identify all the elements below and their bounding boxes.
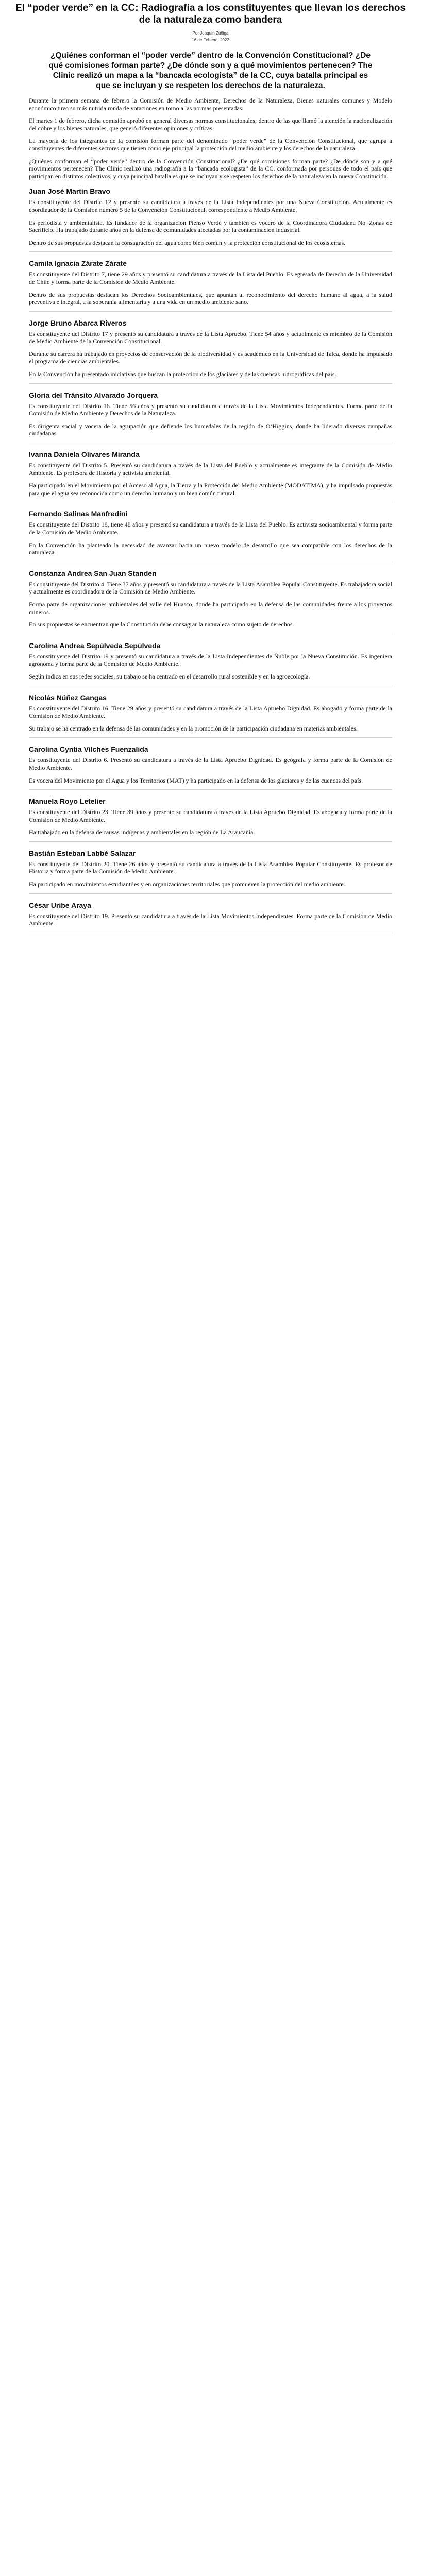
member-profile xyxy=(29,901,392,933)
member-profile xyxy=(29,319,392,384)
member-name: Jorge Bruno Abarca Riveros xyxy=(29,318,127,327)
member-paragraph: Es vocera del Movimiento por el Agua y los Territorios (MAT) y ha participado en la defensa de los glaciares y de las cuencas del país. xyxy=(29,776,363,784)
member-name: Fernando Salinas Manfredini xyxy=(29,510,128,518)
member-paragraph: Ha trabajado en la defensa de causas indígenas y ambientales en la región de La Araucanía. xyxy=(29,828,255,836)
member-paragraph: Durante su carrera ha trabajado en proyectos de conservación de la biodiversidad y es académico en la Universidad de Talca, donde ha impulsado el programa de ciencias ambientales. xyxy=(29,350,392,365)
member-name: Carolina Andrea Sepúlveda Sepúlveda xyxy=(29,641,161,650)
member-name: Ivanna Daniela Olivares Miranda xyxy=(29,450,140,459)
section-divider xyxy=(29,311,392,312)
member-paragraph: Ha participado en movimientos estudiantiles y en organizaciones territoriales que promueven la protección del medio ambiente. xyxy=(29,880,345,888)
member-paragraph: Dentro de sus propuestas destacan los Derechos Socioambientales, que apuntan al reconocimiento del derecho humano al agua, a la salud preventiva e integral, a la soberanía alimentaria y a una vida en un medio ambiente sano. xyxy=(29,291,392,306)
article-author: Por Joaquín Zúñiga xyxy=(192,31,229,36)
member-profile xyxy=(29,569,392,634)
article-intro xyxy=(29,97,392,180)
intro-paragraph: La mayoría de los integrantes de la comisión forman parte del denominado “poder verde” de la Convención Constitucional, que agrupa a constituyentes de diferentes sectores que tienen como eje principal la protección del medio ambiente y los derechos de la naturaleza. xyxy=(29,137,392,152)
member-paragraph: Es constituyente del Distrito 12 y presentó su candidatura a través de la Lista Independientes por una Nueva Constitución. Actualmente es coordinador de la Comisión número 5 de la Convención Constitucional, correspondiente a Medio Ambiente. xyxy=(29,198,392,213)
member-paragraph: Es constituyente del Distrito 7, tiene 29 años y presentó su candidatura a través de la Lista del Pueblo. Es egresada de Derecho de la Universidad de Chile y forma parte de la Comisión de Medio Ambiente. xyxy=(29,270,392,285)
member-paragraph: Es constituyente del Distrito 16. Tiene 29 años y presentó su candidatura a través de la Lista Apruebo Dignidad. Es abogado y forma parte de la Comisión de Medio Ambiente. xyxy=(29,704,392,720)
member-paragraph: Es constituyente del Distrito 17 y presentó su candidatura a través de la Lista Apruebo. Tiene 54 años y actualmente es miembro de la Comisión de Medio Ambiente de la Convención Constitucional. xyxy=(29,330,392,345)
member-profile xyxy=(29,259,392,311)
member-name: César Uribe Araya xyxy=(29,901,91,909)
section-divider xyxy=(29,251,392,252)
member-paragraph: Forma parte de organizaciones ambientales del valle del Huasco, donde ha participado en la defensa de las comunidades frente a los proyectos mineros. xyxy=(29,600,392,616)
member-profile xyxy=(29,450,392,502)
intro-paragraph: ¿Quiénes conforman el “poder verde” dentro de la Convención Constitucional? ¿De qué comisiones forman parte? ¿De dónde son y a qué movimientos pertenecen? The Clinic realizó una radiografía a la “bancada ecologista” de la CC, conformada por personas de todo el país que participan en distintos colectivos, y cuya principal batalla es que se incluyan y se respeten los derechos de la naturaleza en la nueva Constitución. xyxy=(29,157,392,180)
members-list xyxy=(29,187,392,933)
member-paragraph: Es constituyente del Distrito 5. Presentó su candidatura a través de la Lista del Pueblo y actualmente es integrante de la Comisión de Medio Ambiente. Es profesora de Historia y activista ambiental. xyxy=(29,462,392,477)
member-name: Carolina Cyntia Vilches Fuenzalida xyxy=(29,745,148,754)
article-date: 16 de Febrero, 2022 xyxy=(192,38,229,42)
member-profile xyxy=(29,693,392,738)
member-paragraph: Es constituyente del Distrito 19 y presentó su candidatura a través de la Lista Independientes de Ñuble por la Nueva Constitución. Es ingeniera agrónoma y forma parte de la Comisión de Medio Ambiente. xyxy=(29,652,392,668)
member-paragraph: Es constituyente del Distrito 18, tiene 48 años y presentó su candidatura a través de la Lista del Pueblo. Es activista socioambiental y forma parte de la Comisión de Medio Ambiente. xyxy=(29,521,392,536)
member-paragraph: En la Convención ha presentado iniciativas que buscan la protección de los glaciares y de las cuencas hidrográficas del país. xyxy=(29,370,336,378)
member-profile xyxy=(29,745,392,790)
article-page xyxy=(0,2,421,954)
member-profile xyxy=(29,849,392,894)
member-paragraph: Es dirigenta social y vocera de la agrupación que defiende los humedales de la región de O’Higgins, donde ha liderado diversas campañas ciudadanas. xyxy=(29,422,392,437)
member-name: Bastián Esteban Labbé Salazar xyxy=(29,849,136,857)
article-title: El “poder verde” en la CC: Radiografía a los constituyentes que llevan los derechos de la naturaleza como bandera xyxy=(15,3,406,25)
article-lead: ¿Quiénes conforman el “poder verde” dentro de la Convención Constitucional? ¿De qué comisiones forman parte? ¿De dónde son y a qué movimientos pertenecen? The Clinic realizó un mapa a la “bancada ecologista” de la CC, cuya batalla principal es que se incluyan y se respeten los derechos de la naturaleza. xyxy=(48,51,373,90)
section-divider xyxy=(29,893,392,894)
member-paragraph: Es constituyente del Distrito 16. Tiene 56 años y presentó su candidatura a través de la Lista Movimientos Independientes. Forma parte de la Comisión de Medio Ambiente y Derechos de la Naturaleza. xyxy=(29,402,392,417)
member-paragraph: Dentro de sus propuestas destacan la consagración del agua como bien común y la protección constitucional de los ecosistemas. xyxy=(29,239,346,246)
member-name: Camila Ignacia Zárate Zárate xyxy=(29,259,127,268)
member-name: Manuela Royo Letelier xyxy=(29,797,106,806)
section-divider xyxy=(29,841,392,842)
member-name: Nicolás Núñez Gangas xyxy=(29,693,107,702)
section-divider xyxy=(29,737,392,738)
section-divider xyxy=(29,383,392,384)
member-paragraph: Es constituyente del Distrito 6. Presentó su candidatura a través de la Lista Apruebo Dignidad. Es geógrafa y forma parte de la Comisión de Medio Ambiente. xyxy=(29,756,392,771)
member-paragraph: En la Convención ha planteado la necesidad de avanzar hacia un nuevo modelo de desarrollo que sea compatible con los derechos de la naturaleza. xyxy=(29,541,392,556)
member-profile xyxy=(29,510,392,562)
member-name: Gloria del Tránsito Alvarado Jorquera xyxy=(29,391,158,399)
member-name: Constanza Andrea San Juan Standen xyxy=(29,569,157,578)
member-paragraph: Es constituyente del Distrito 19. Presentó su candidatura a través de la Lista Movimientos Independientes. Forma parte de la Comisión de Medio Ambiente. xyxy=(29,912,392,927)
member-paragraph: Es constituyente del Distrito 23. Tiene 39 años y presentó su candidatura a través de la Lista Apruebo Dignidad. Es abogada y forma parte de la Comisión de Medio Ambiente. xyxy=(29,808,392,823)
member-profile xyxy=(29,391,392,443)
member-paragraph: Según indica en sus redes sociales, su trabajo se ha centrado en el desarrollo rural sostenible y en la agroecología. xyxy=(29,672,310,680)
member-paragraph: Es constituyente del Distrito 4. Tiene 37 años y presentó su candidatura a través de la Lista Asamblea Popular Constituyente. Es trabajadora social y actualmente es coordinadora de la Comisión de Medio Ambiente. xyxy=(29,580,392,596)
member-paragraph: Es periodista y ambientalista. Es fundador de la organización Pienso Verde y también es vocero de la Coordinadora Ciudadana No+Zonas de Sacrificio. Ha trabajado durante años en la defensa de comunidades afectadas por la contaminación industrial. xyxy=(29,218,392,234)
intro-paragraph: Durante la primera semana de febrero la Comisión de Medio Ambiente, Derechos de la Naturaleza, Bienes naturales comunes y Modelo económico tuvo su más nutrida ronda de votaciones en torno a las normas presentadas. xyxy=(29,97,392,112)
member-profile xyxy=(29,797,392,842)
member-paragraph: Ha participado en el Movimiento por el Acceso al Agua, la Tierra y la Protección del Medio Ambiente (MODATIMA), y ha impulsado propuestas para que el agua sea reconocida como un derecho humano y un bien común natural. xyxy=(29,482,392,497)
member-paragraph: En sus propuestas se encuentran que la Constitución debe consagrar la naturaleza como sujeto de derechos. xyxy=(29,621,294,629)
article-body xyxy=(0,97,421,933)
intro-paragraph: El martes 1 de febrero, dicha comisión aprobó en general diversas normas constitucionales; dentro de las que llamó la atención la nacionalización del cobre y los bienes naturales, que generó diferentes opiniones y críticas. xyxy=(29,117,392,132)
member-profile xyxy=(29,187,392,252)
member-name: Juan José Martín Bravo xyxy=(29,187,110,196)
section-divider xyxy=(29,789,392,790)
member-paragraph: Su trabajo se ha centrado en la defensa de las comunidades y en la promoción de la participación ciudadana en materias ambientales. xyxy=(29,724,358,732)
member-profile xyxy=(29,641,392,686)
member-paragraph: Es constituyente del Distrito 20. Tiene 26 años y presentó su candidatura a través de la Lista Asamblea Popular Constituyente. Es profesor de Historia y forma parte de la Comisión de Medio Ambiente. xyxy=(29,860,392,875)
